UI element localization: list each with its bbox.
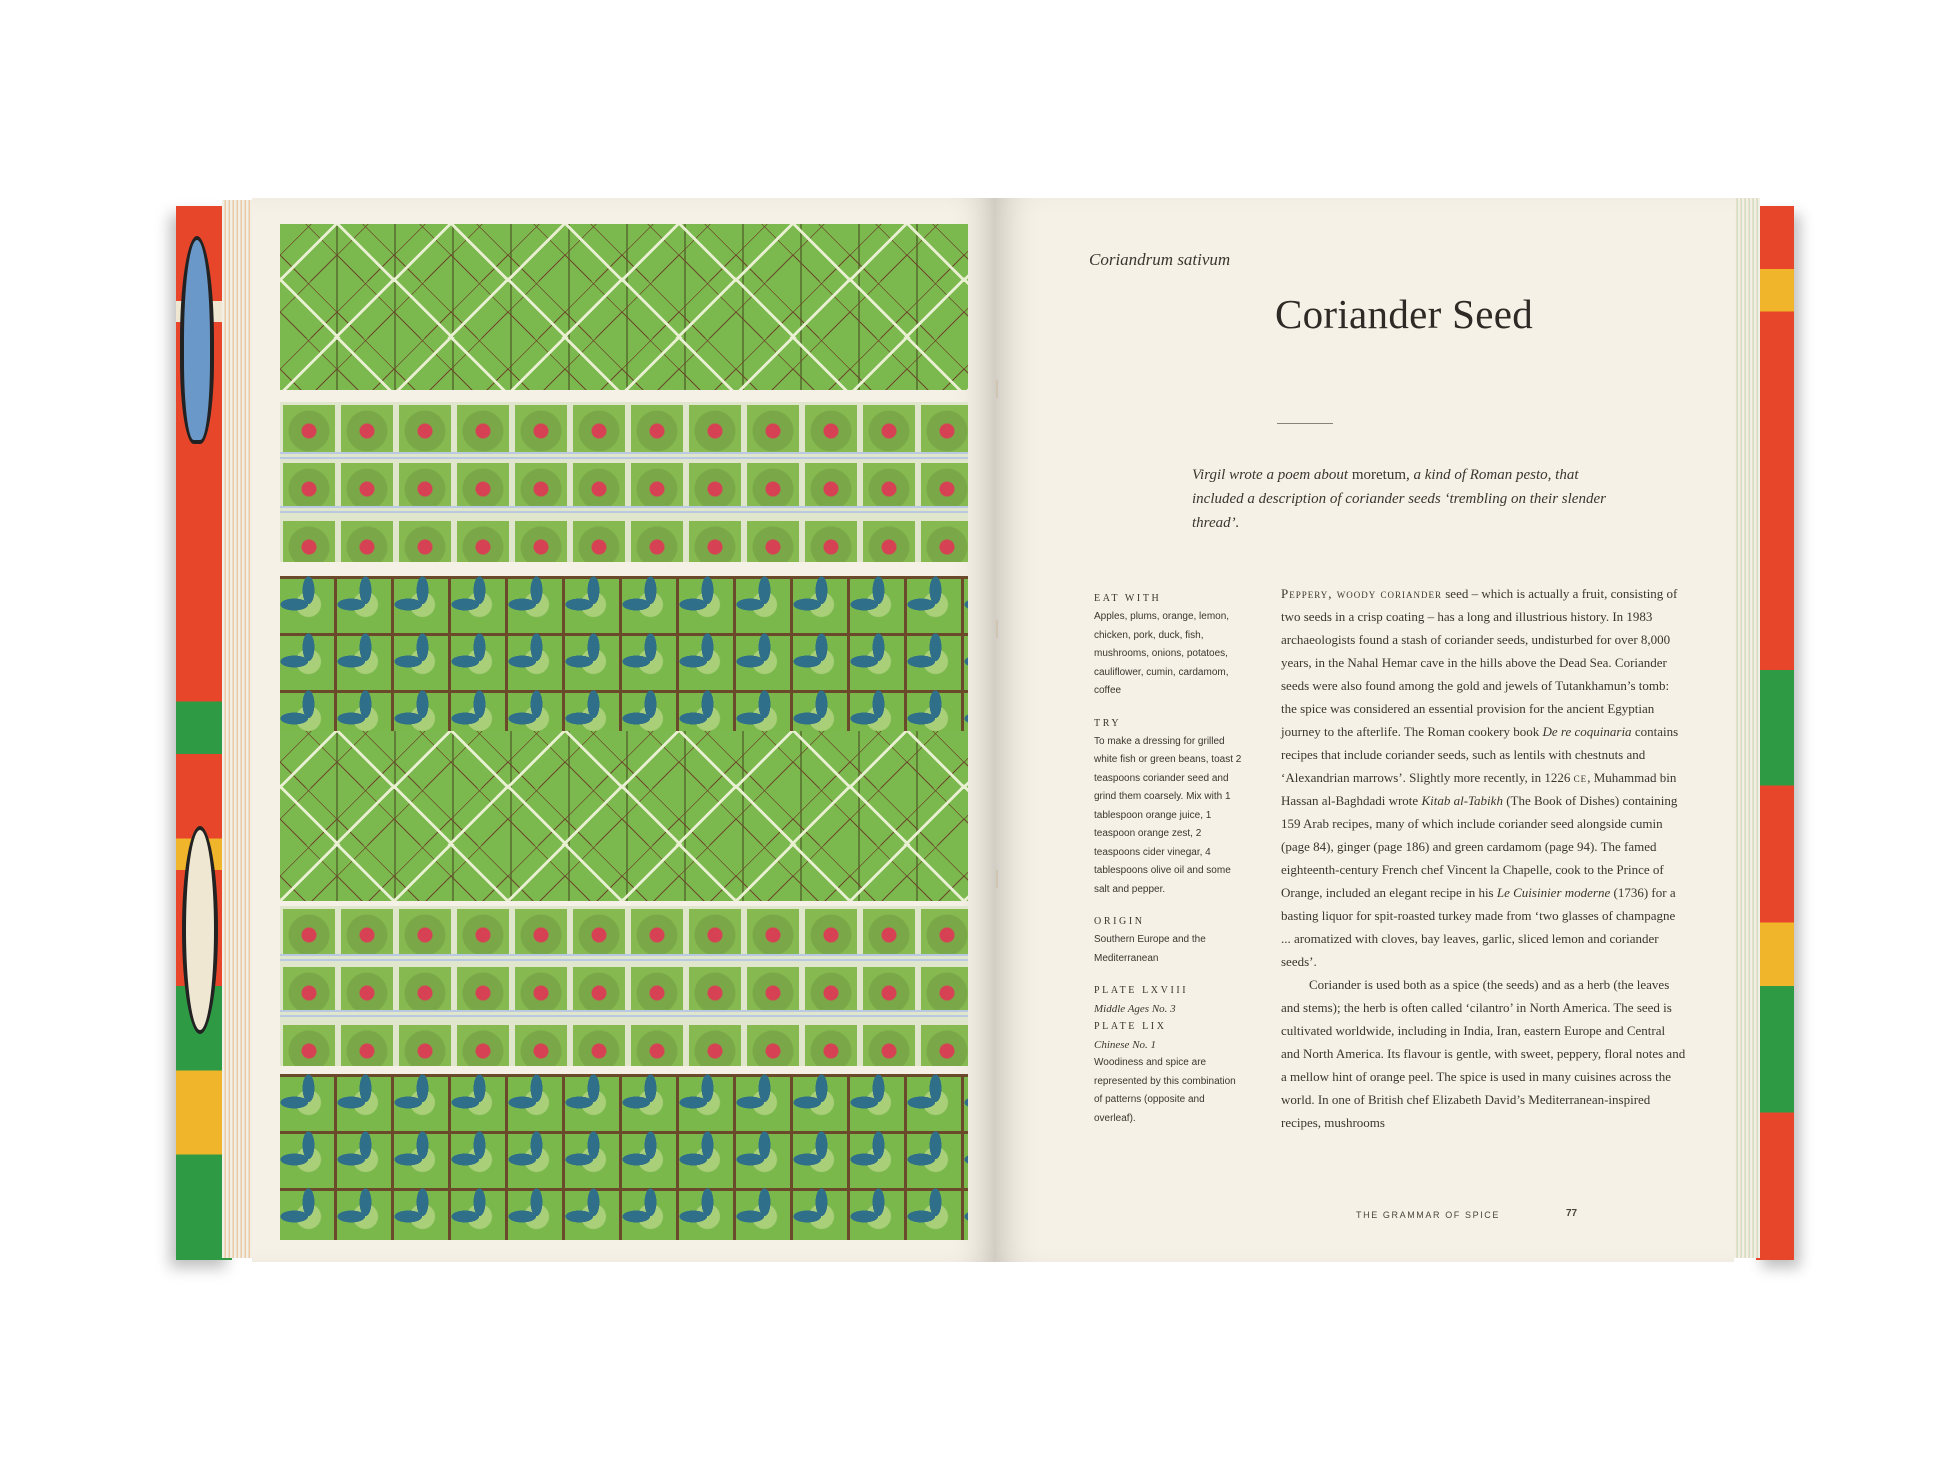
page-block-right: [1730, 198, 1760, 1258]
book-title-italic: De re coquinaria: [1542, 724, 1632, 739]
intro-text: , a kind of Roman pesto, that included a description of coriander seeds ‘trembling on their slender thread’.: [1192, 467, 1606, 531]
book-cover-right-edge: [1756, 206, 1794, 1260]
body-paragraph-1: [1281, 582, 1686, 973]
title-divider: [1277, 423, 1333, 424]
binding-stitch: [996, 620, 998, 638]
body-text: [1281, 582, 1686, 1134]
eat-with-heading: EAT WITH: [1094, 593, 1162, 604]
body-span: seed – which is actually a fruit, consisting of two seeds in a crisp coating – has a long and illustrious history. In 1983 archaeologists found a stash of coriander seeds, undisturbed for over 8,000 years, in the Nahal Hemar cave in the hills above the Dead Sea. Coriander seeds were also found among the gold and jewels of Tutankhamun’s tomb: the spice was considered an essential provision for the ancient Egyptian journey to the afterlife. The Roman cookery book: [1281, 586, 1678, 739]
try-text: To make a dressing for grilled white fish or green beans, toast 2 teaspoons coriander seed and grind them coarsely. Mix with 1 tablespoon orange juice, 1 teaspoon orange zest, 2 teaspoons cider vinegar, 4 tablespoons olive oil and some salt and pepper.: [1094, 735, 1242, 895]
binding-stitch: [996, 380, 998, 398]
sidebar: [1094, 590, 1244, 1128]
plate-band-x-lattice: [280, 731, 968, 901]
latin-name: Coriandrum sativum: [1089, 250, 1231, 269]
lead-small-caps: Peppery, woody coriander: [1281, 586, 1442, 601]
plate-1-name: Middle Ages No. 3: [1094, 1003, 1176, 1015]
plate-stripe: [280, 1010, 968, 1020]
book-title-italic: Le Cuisinier moderne: [1496, 885, 1611, 900]
body-paragraph-2: Coriander is used both as a spice (the seeds) and as a herb (the leaves and stems); the herb is often called ‘cilantro’ in North America. The seed is cultivated worldwide, including in India, Iran, eastern Europe and Central and North America. Its flavour is gentle, with sweet, peppery, floral notes and a mellow hint of orange peel. The spice is used in many cuisines across the world. In one of British chef Elizabeth David’s Mediterranean-inspired recipes, mushrooms: [1281, 977, 1686, 1130]
plate-2-name: Chinese No. 1: [1094, 1039, 1157, 1051]
origin-text: Southern Europe and the Mediterranean: [1094, 934, 1206, 964]
page-number: 77: [1566, 1208, 1578, 1219]
eat-with-text: Apples, plums, orange, lemon, chicken, pork, duck, fish, mushrooms, onions, potatoes, cauliflower, cumin, cardamom, coffee: [1094, 611, 1230, 696]
right-page: [996, 198, 1734, 1262]
plate-band-leaf-grid: [280, 576, 968, 731]
plate-stripe: [280, 506, 968, 516]
plate-band-x-lattice: [280, 224, 968, 390]
binding-stitch: [996, 870, 998, 888]
body-span: (The Book of Dishes) containing 159 Arab recipes, many of which include coriander seed alongside cumin (page 84), ginger (page 186) and green cardamom (page 94). The famed eighteenth-century French chef Vincent la Chapelle, cook to the Prince of Orange, included an elegant recipe in his: [1281, 793, 1678, 900]
plate-band-floral-tiles: [280, 906, 968, 1066]
body-span: , Muhammad bin Hassan al-Baghdadi wrote: [1281, 770, 1677, 808]
era-small-caps: ce: [1573, 770, 1588, 785]
intro-quote: [1192, 463, 1612, 535]
intro-roman-word: moretum: [1351, 467, 1407, 483]
plate-1-heading: PLATE LXVIII: [1094, 985, 1189, 996]
origin-heading: ORIGIN: [1094, 916, 1145, 927]
left-page: [252, 198, 996, 1262]
plate-band-leaf-grid: [280, 1074, 968, 1240]
plate-stripe: [280, 452, 968, 462]
plate-stripe: [280, 954, 968, 964]
plate-band-floral-tiles: [280, 402, 968, 562]
plate-2-heading: PLATE LIX: [1094, 1021, 1167, 1032]
running-footer: THE GRAMMAR OF SPICE: [1356, 1210, 1501, 1220]
body-span: (1736) for a basting liquor for spit-roasted turkey made from ‘two glasses of champagne ... aromatized with cloves, bay leaves, garlic, sliced lemon and coriander seeds’.: [1281, 885, 1676, 969]
page-block-left: [222, 200, 254, 1258]
intro-text: Virgil wrote a poem about: [1192, 467, 1352, 483]
plate-note: Woodiness and spice are represented by this combination of patterns (opposite and overleaf).: [1094, 1057, 1236, 1124]
page-title: Coriander Seed: [1274, 291, 1534, 337]
body-span: contains recipes that include coriander seeds, such as lentils with chestnuts and ‘Alexandrian marrows’. Slightly more recently, in 1226: [1281, 724, 1679, 785]
book-title-italic: Kitab al-Tabikh: [1421, 793, 1503, 808]
try-heading: TRY: [1094, 717, 1122, 729]
